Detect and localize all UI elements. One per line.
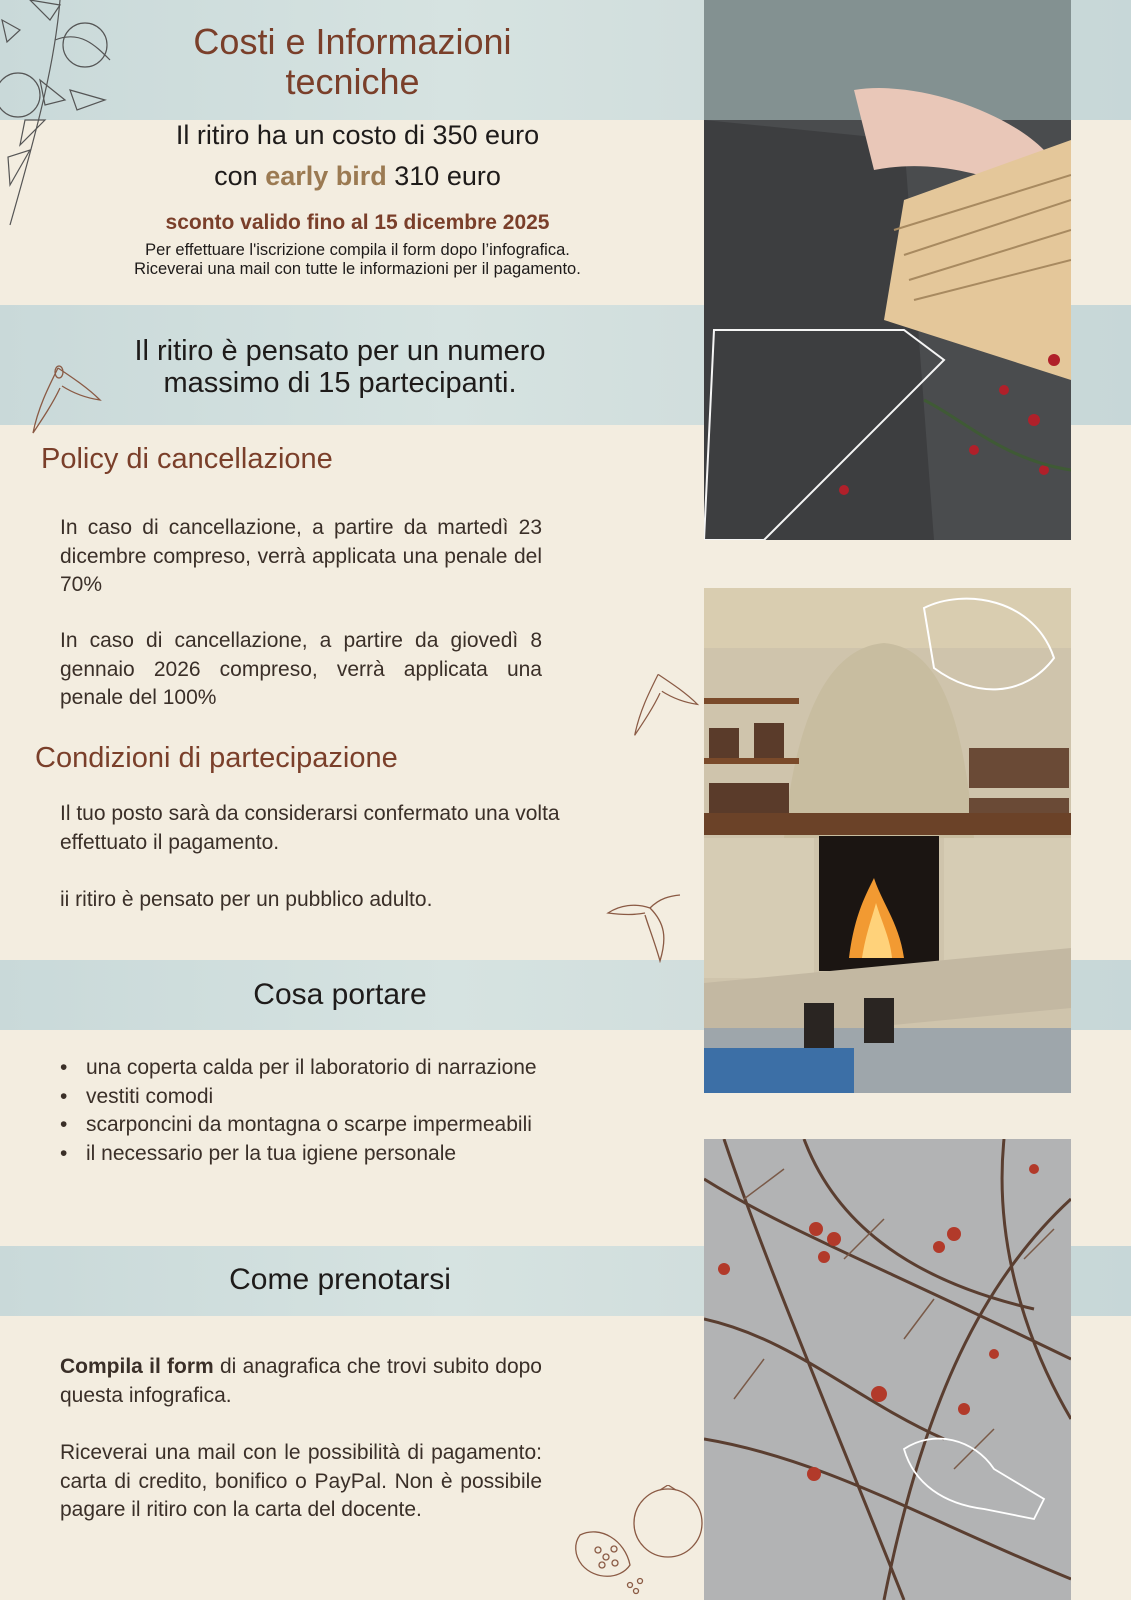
cancellation-paragraph-1: In caso di cancellazione, a partire da martedì 23 dicembre compreso, verrà applicata una penale del 70% <box>60 516 542 596</box>
costs-title: Costi e Informazioni tecniche <box>193 21 512 102</box>
early-bird-line <box>90 159 625 193</box>
booking-paragraph-2: Riceverai una mail con le possibilità di pagamento: carta di credito, bonifico o PayPal. Non è possibile pagare il ritiro con la carta del docente. <box>60 1441 542 1521</box>
fireplace-photo <box>704 588 1071 1093</box>
booking-form-rest: di anagrafica che trovi subito dopo questa infografica. <box>60 1355 542 1407</box>
price-prefix: con <box>214 161 258 191</box>
rosehip-branches-photo <box>704 1139 1071 1600</box>
conditions-heading: Condizioni di partecipazione <box>35 742 398 774</box>
price-line: Il ritiro ha un costo di 350 euro <box>175 120 540 150</box>
capacity-text: Il ritiro è pensato per un numero massimo di 15 partecipanti. <box>134 335 546 399</box>
cancellation-paragraph-2: In caso di cancellazione, a partire da giovedì 8 gennaio 2026 compreso, verrà applicata una penale del 100% <box>60 629 542 709</box>
reading-photo <box>704 0 1071 540</box>
maple-seed-icon <box>630 665 705 740</box>
booking-heading: Come prenotarsi <box>229 1263 451 1296</box>
booking-form-bold: Compila il form <box>60 1355 214 1378</box>
bring-item: • il necessario per la tua igiene personale <box>82 1140 602 1169</box>
registration-instructions: Per effettuare l'iscrizione compila il form dopo l’infografica. Riceverai una mail con tutte le informazioni per il pagamento. <box>134 241 581 278</box>
discount-deadline: sconto valido fino al 15 dicembre 2025 <box>165 211 550 234</box>
bring-item: • una coperta calda per il laboratorio di narrazione <box>82 1054 602 1083</box>
cancellation-heading: Policy di cancellazione <box>41 443 333 475</box>
bring-list <box>60 1054 602 1168</box>
maple-seed-icon <box>605 893 685 963</box>
bring-item: • vestiti comodi <box>82 1083 602 1112</box>
booking-paragraph-1 <box>60 1353 542 1410</box>
bring-heading: Cosa portare <box>253 978 427 1011</box>
early-bird-price: 310 euro <box>394 161 501 191</box>
bring-item: • scarponcini da montagna o scarpe impermeabili <box>82 1111 602 1140</box>
early-bird-label: early bird <box>265 161 387 191</box>
pomegranate-icon <box>570 1485 705 1595</box>
conditions-paragraph-1: Il tuo posto sarà da considerarsi confermato una volta effettuato il pagamento. <box>60 802 560 854</box>
conditions-paragraph-2: ii ritiro è pensato per un pubblico adulto. <box>60 888 433 911</box>
pomegranate-branch-icon <box>0 0 130 230</box>
